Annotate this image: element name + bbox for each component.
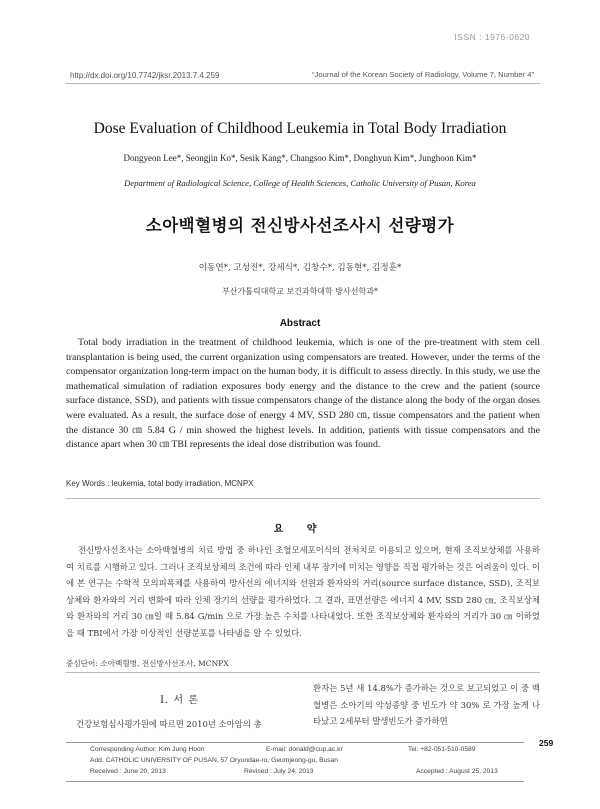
affiliation-korean: 부산가톨릭대학교 보건과학대학 방사선학과* — [222, 287, 378, 296]
summary-text-korean: 전신방사선조사는 소아백혈병의 치료 방법 중 하나인 조혈모세포이식의 전처치로 이용되고 있으며, 현재 조직보상체를 사용하여 치료를 시행하고 있다. 그러나 조직보상체의 조건에 따라 인체 내부 장기에 미치는 영향을 직접 평가하는 것은 어려움이 있다. 이에 본 연구는 수학적 모의피폭체를 사용하여 방사선의 에너지와 선원과 환자와의 거리(source surface distance, SSD), 조직보상체와 환자와의 거리 변화에 따라 인체 장기의 선량을 평가하였다. 그 결과, 표면선량은 에너지 4 MV, SSD 280 ㎝, 조직보상체와 환자와의 거리 30 ㎝일 때 5.84 G/min 으로 가장 높은 수치를 나타내었다. 또한 조직보상체와 환자와의 거리가 30 ㎝ 이하였을 때 TBI에서 가장 이상적인 선량분포를 나타냄을 알 수 있었다. — [66, 545, 540, 638]
summary-heading-korean: 요 약 — [273, 524, 327, 535]
intro-left-column: 건강보험심사평가원에 따르면 2010년 소아암의 총 — [76, 719, 262, 729]
accepted-date: Accepted : August 25, 2013 — [416, 768, 498, 775]
intro-right-column: 환자는 5년 새 14.8%가 증가하는 것으로 보고되었고 이 중 백혈병은 소아기의 악성종양 중 빈도가 약 30% 로 가장 높게 나타났고 2세부터 발생빈도가 증가하면 — [313, 683, 540, 727]
paper-title-english: Dose Evaluation of Childhood Leukemia in Total Body Irradiation — [93, 120, 507, 137]
correspondence-footer — [66, 742, 524, 782]
corresponding-author: Corresponding Author: Kim Jung Hoon — [90, 746, 205, 753]
received-date: Received : June 20, 2013 — [90, 768, 166, 775]
section-title-introduction: I. 서 론 — [160, 695, 199, 706]
header-divider — [66, 83, 540, 84]
paper-title-korean: 소아백혈병의 전신방사선조사시 선량평가 — [145, 216, 455, 235]
page-number: 259 — [539, 738, 554, 748]
doi-link[interactable]: http://dx.doi.org/10.7742/jksr.2013.7.4.259 — [70, 71, 220, 80]
authors-english: Dongyeon Lee*, Seongjin Ko*, Sesik Kang*, Changsoo Kim*, Donghyun Kim*, Junghoon Kim* — [123, 153, 477, 163]
keywords-korean: 중심단어: 소아백혈병, 전신방사선조사, MCNPX — [66, 659, 229, 668]
keywords-english: Key Words : leukemia, total body irradiation, MCNPX — [66, 479, 254, 488]
abstract-divider — [66, 498, 540, 499]
affiliation-english: Department of Radiological Science, College of Health Sciences, Catholic University of Pusan, Korea — [124, 178, 476, 188]
author-address: Add. CATHOLIC UNIVERSITY OF PUSAN, 57 Oryundae-ro, Geumjeong-gu, Busan — [90, 757, 339, 764]
abstract-text: Total body irradiation in the treatment of childhood leukemia, which is one of the pre-treatment with stem cell transplantation is being used, the current organization using compensators are treated. However, under the terms of the compensator organization long-term impact on the human body, it is difficult to assess directly. In this study, we use the mathematical simulation of radiation exposures body energy and the distance to the crew and the patient (source surface distance, SSD), and patients with tissue compensators change of the distance along the body of the organ doses were evaluated. As a result, the surface dose of energy 4 MV, SSD 280 ㎝, tissue compensators and the patient when the distance 30 ㎝ 5.84 G / min showed the highest levels. In addition, patients with tissue compensators and the distance apart when 30 ㎝ TBI represents the ideal dose distribution was found. — [66, 337, 540, 451]
journal-citation: “Journal of the Korean Society of Radiology, Volume 7, Number 4” — [312, 70, 534, 79]
abstract-heading: Abstract — [279, 318, 321, 329]
author-tel: Tel: +82-051-510-0589 — [408, 746, 476, 753]
revised-date: Revised : July 24, 2013 — [244, 768, 314, 775]
authors-korean: 이동연*, 고성진*, 강세식*, 김창수*, 김동현*, 김정훈* — [198, 263, 402, 273]
issn: ISSN : 1976-0620 — [454, 32, 530, 42]
summary-divider — [66, 672, 540, 673]
author-email[interactable]: E-mail: donald@cup.ac.kr — [266, 746, 343, 753]
